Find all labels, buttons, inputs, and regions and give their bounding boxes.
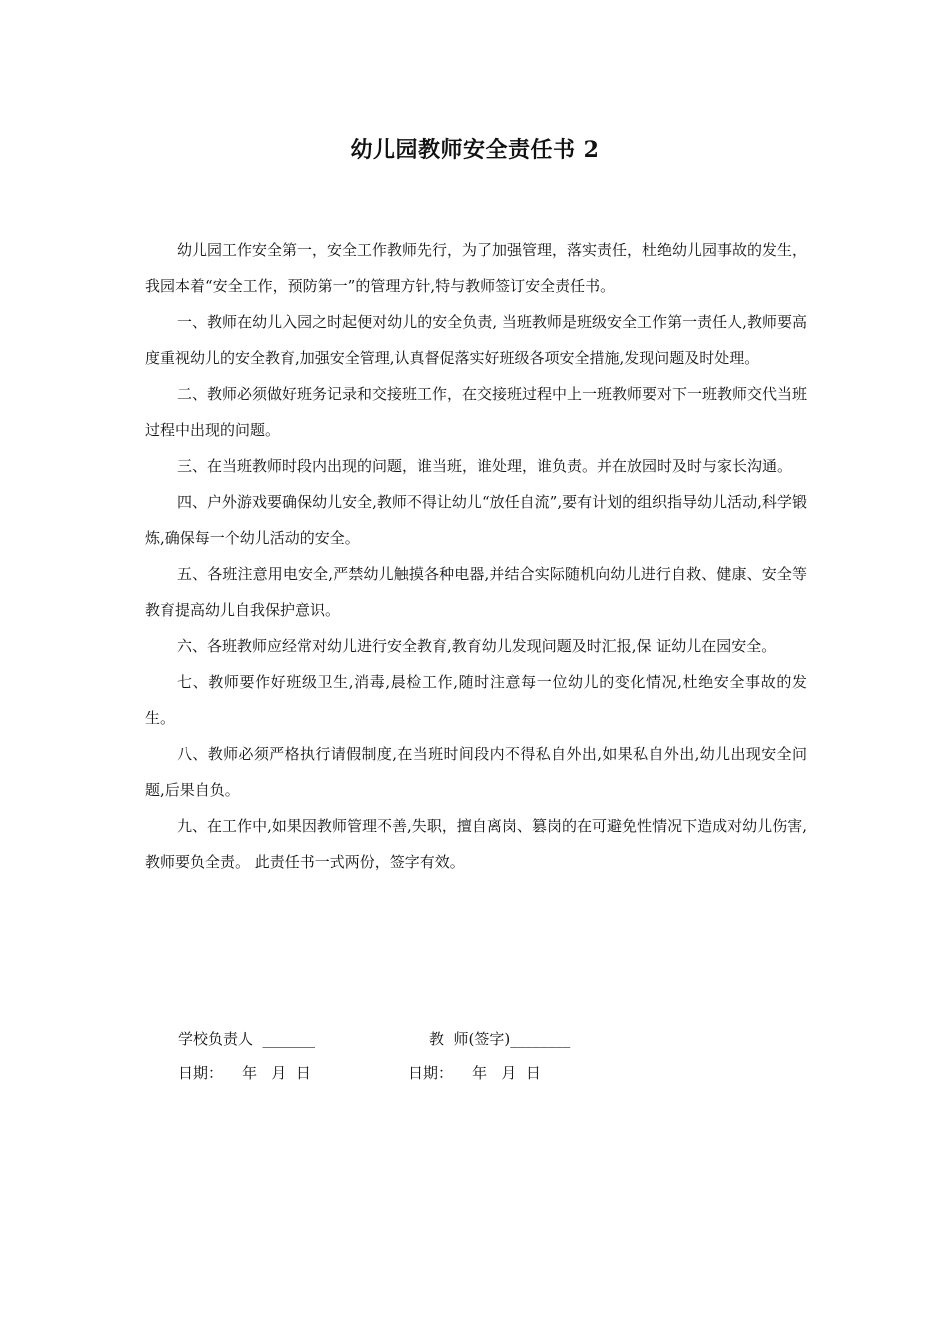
teacher-signer-line: 教 师(签字)________: [429, 1030, 571, 1048]
date-row: [178, 1056, 778, 1090]
clause-5-paragraph: 五、各班注意用电安全,严禁幼儿触摸各种电器,并结合实际随机向幼儿进行自救、健康、安全等教育提高幼儿自我保护意识。: [145, 565, 807, 619]
school-signer-line: 学校负责人 _______: [178, 1030, 316, 1048]
school-date-line: 日期： 年 月 日: [178, 1064, 311, 1082]
signature-block: [178, 1022, 778, 1090]
clause-3-paragraph: 三、在当班教师时段内出现的问题，谁当班，谁处理，谁负责。并在放园时及时与家长沟通。: [177, 457, 793, 475]
clause-7-paragraph: 七、教师要作好班级卫生,消毒,晨检工作,随时注意每一位幼儿的变化情况,杜绝安全事故的发生。: [145, 673, 807, 727]
clause-4-paragraph: 四、户外游戏要确保幼儿安全,教师不得让幼儿“放任自流”,要有计划的组织指导幼儿活动,科学锻炼,确保每一个幼儿活动的安全。: [145, 493, 807, 547]
clause-1-paragraph: 一、教师在幼儿入园之时起便对幼儿的安全负责, 当班教师是班级安全工作第一责任人,教师要高度重视幼儿的安全教育,加强安全管理,认真督促落实好班级各项安全措施,发现问题及时处理。: [145, 313, 807, 367]
intro-paragraph: 幼儿园工作安全第一，安全工作教师先行，为了加强管理，落实责任，杜绝幼儿园事故的发生，我园本着“安全工作，预防第一”的管理方针,特与教师签订安全责任书。: [145, 241, 808, 295]
signer-row: [178, 1022, 778, 1056]
clause-9-paragraph: 九、在工作中,如果因教师管理不善,失职，擅自离岗、篡岗的在可避免性情况下造成对幼儿伤害,教师要负全责。 此责任书一式两份，签字有效。: [145, 817, 807, 871]
teacher-date-line: 日期： 年 月 日: [408, 1064, 541, 1082]
clause-6-paragraph: 六、各班教师应经常对幼儿进行安全教育,教育幼儿发现问题及时汇报,保 证幼儿在园安全。: [177, 637, 777, 655]
clause-8-paragraph: 八、教师必须严格执行请假制度,在当班时间段内不得私自外出,如果私自外出,幼儿出现安全问题,后果自负。: [145, 745, 807, 799]
document-body: [145, 232, 807, 880]
document-title: 幼儿园教师安全责任书 2: [350, 137, 600, 163]
clause-2-paragraph: 二、教师必须做好班务记录和交接班工作，在交接班过程中上一班教师要对下一班教师交代当班过程中出现的问题。: [145, 385, 808, 439]
